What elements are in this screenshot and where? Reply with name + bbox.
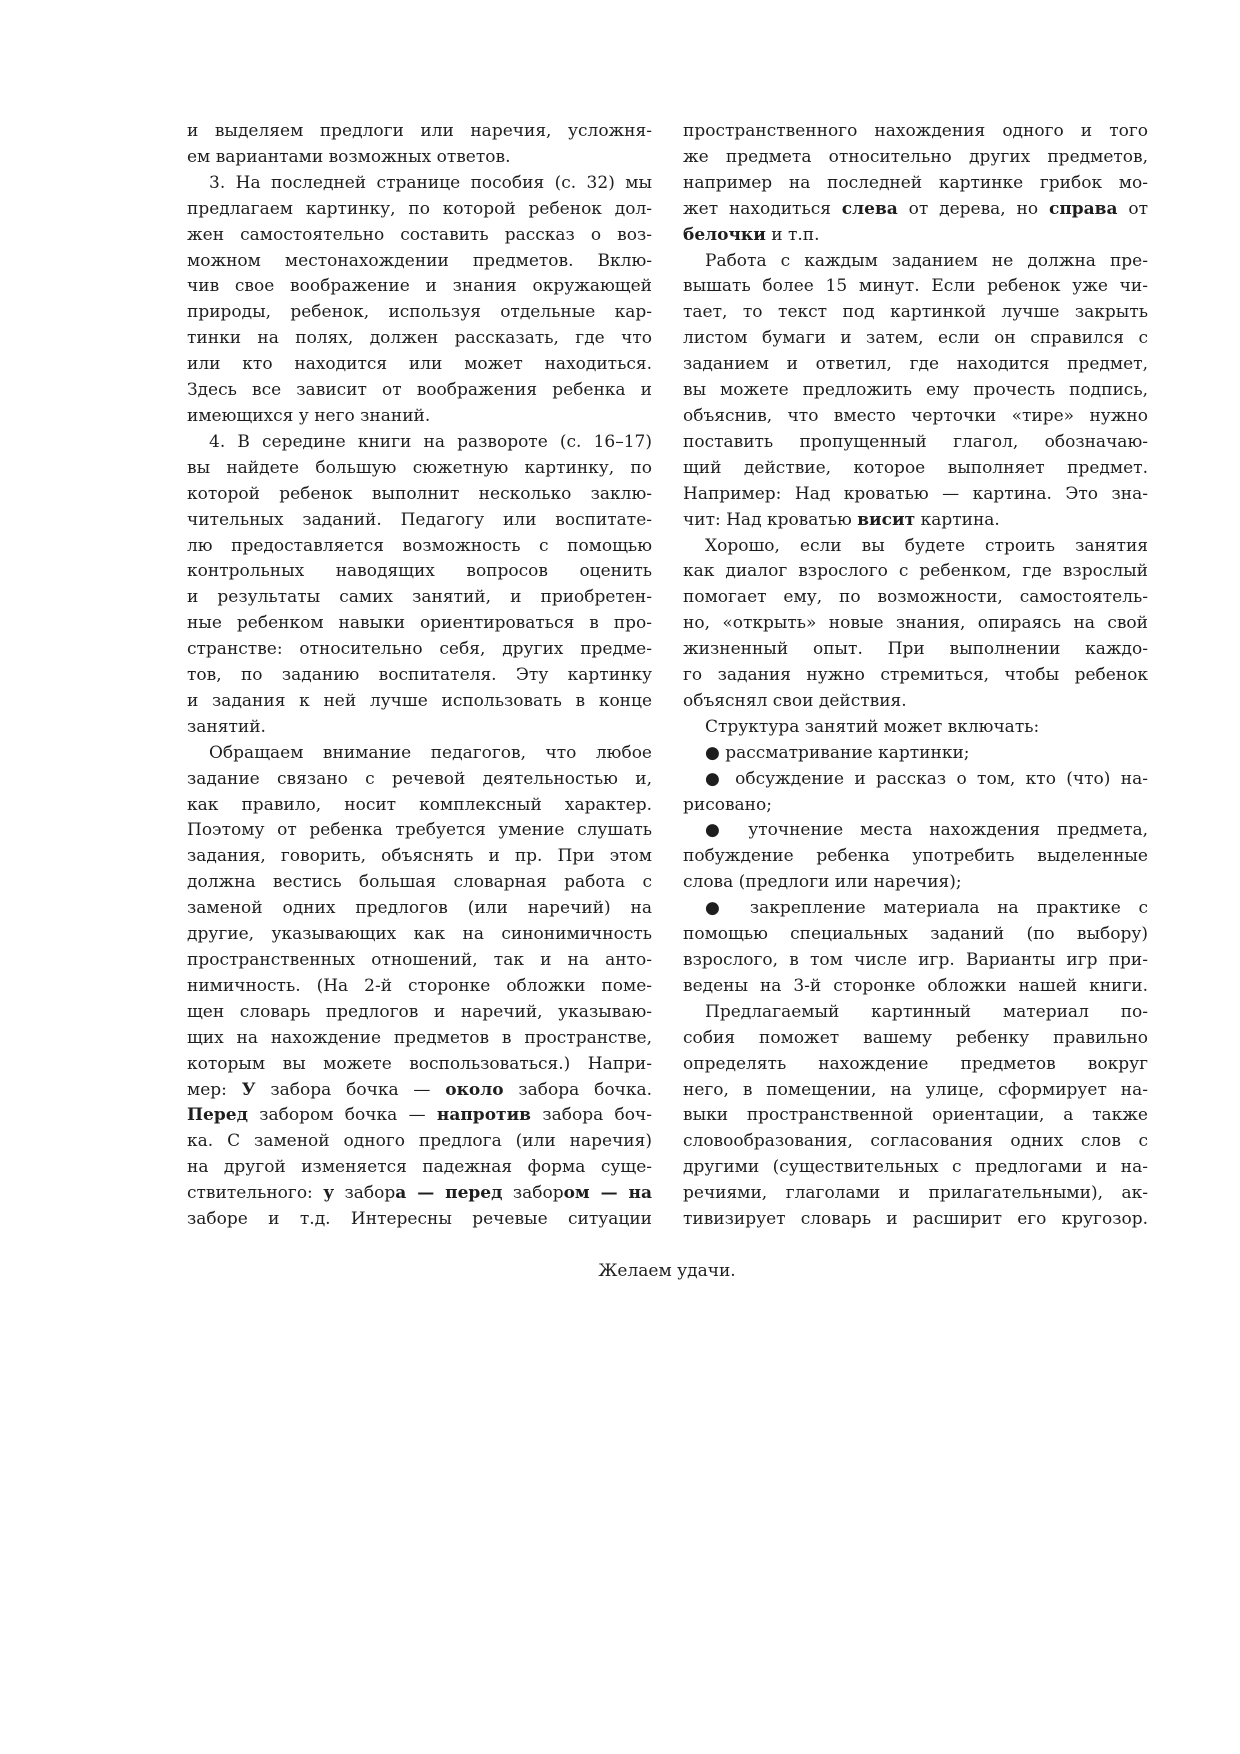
text-line: которой ребенок выполнит несколько заклю- — [187, 483, 652, 504]
text-line: листом бумаги и затем, если он справился с — [683, 328, 1148, 349]
text-line: заданием и ответил, где находится предмет, — [683, 354, 1148, 375]
paragraph — [683, 1000, 1148, 1233]
paragraph — [683, 896, 1148, 1000]
text-segment: чит: Над кроватью — [683, 509, 858, 530]
text-line: тинки на полях, должен рассказать, где что — [187, 328, 652, 349]
text-line: вы можете предложить ему прочесть подпись, — [683, 380, 1148, 401]
text-line — [187, 1181, 652, 1207]
bold-text: напротив — [436, 1105, 531, 1126]
text-line: тов, по заданию воспитателя. Эту картинку — [187, 665, 652, 686]
text-line: занятий. — [187, 716, 266, 737]
text-line — [187, 1078, 652, 1104]
text-line: странстве: относительно себя, других предме- — [187, 639, 652, 660]
text-line: Обращаем внимание педагогов, что любое — [209, 742, 652, 763]
text-line: ● рассматривание картинки; — [705, 742, 970, 763]
text-line — [683, 223, 1148, 249]
text-line: можном местонахождении предметов. Вклю- — [187, 250, 652, 271]
bold-text: У — [241, 1079, 256, 1100]
paragraph — [683, 818, 1148, 896]
bold-text: Перед — [187, 1105, 248, 1126]
bold-text: ом — на — [563, 1183, 652, 1204]
text-line: помощью специальных заданий (по выбору) — [683, 924, 1148, 945]
left-column — [187, 119, 652, 1233]
text-line: тает, то текст под картинкой лучше закрыть — [683, 302, 1148, 323]
bold-text: висит — [857, 509, 916, 530]
text-line: побуждение ребенка употребить выделенные — [683, 846, 1148, 867]
text-line: слова (предлоги или наречия); — [683, 872, 962, 893]
text-line: заборе и т.д. Интересны речевые ситуации — [187, 1209, 652, 1230]
text-line: Поэтому от ребенка требуется умение слушать — [187, 820, 652, 841]
text-line: Структура занятий может включать: — [705, 716, 1040, 737]
paragraph — [683, 534, 1148, 715]
text-line: задания, говорить, объяснять и пр. При этом — [187, 846, 652, 867]
text-line: речиями, глаголами и прилагательными), ак- — [683, 1183, 1148, 1204]
bold-text: около — [445, 1079, 504, 1100]
text-segment: забора бочка. — [503, 1079, 652, 1100]
text-line: объяснял свои действия. — [683, 690, 907, 711]
text-line: же предмета относительно других предметов, — [683, 146, 1148, 167]
text-line: 3. На последней странице пособия (с. 32) мы — [209, 172, 652, 193]
text-line: и результаты самих занятий, и приобретен- — [187, 587, 652, 608]
text-segment: мер: — [187, 1079, 242, 1100]
text-line: которым вы можете воспользоваться.) Напри- — [187, 1053, 652, 1074]
text-line: рисовано; — [683, 794, 772, 815]
bold-text: у — [323, 1183, 335, 1204]
text-segment: от дерева, но — [897, 198, 1049, 219]
text-line: го задания нужно стремиться, чтобы ребенок — [683, 665, 1148, 686]
text-line — [187, 1103, 652, 1129]
text-line: ка. С заменой одного предлога (или наречия) — [187, 1131, 652, 1152]
paragraph — [683, 119, 1148, 249]
text-line: выки пространственной ориентации, а также — [683, 1105, 1148, 1126]
text-line: помогает ему, по возможности, самостоятель- — [683, 587, 1148, 608]
text-line: объяснив, что вместо черточки «тире» нужно — [683, 405, 1148, 426]
text-line: другие, указывающих как на синонимичность — [187, 924, 652, 945]
text-line: например на последней картинке грибок мо- — [683, 172, 1148, 193]
text-line: Предлагаемый картинный материал по- — [705, 1001, 1148, 1022]
text-line: словообразования, согласования одних слов с — [683, 1131, 1148, 1152]
paragraph — [187, 430, 652, 741]
paragraph — [683, 715, 1148, 741]
text-line: ем вариантами возможных ответов. — [187, 146, 511, 167]
text-line: как правило, носит комплексный характер. — [187, 794, 652, 815]
paragraph — [683, 767, 1148, 819]
text-line — [683, 197, 1148, 223]
text-line: определять нахождение предметов вокруг — [683, 1053, 1148, 1074]
text-line: другими (существительных с предлогами и на- — [683, 1157, 1148, 1178]
text-segment: забор — [334, 1183, 396, 1204]
text-line: должна вестись большая словарная работа с — [187, 872, 652, 893]
text-line: собия поможет вашему ребенку правильно — [683, 1027, 1148, 1048]
text-line: пространственных отношений, так и на анто- — [187, 950, 652, 970]
text-line: него, в помещении, на улице, сформирует на- — [683, 1079, 1148, 1100]
text-segment: картина. — [915, 509, 1000, 530]
text-line: нимичность. (На 2-й сторонке обложки поме- — [187, 975, 652, 996]
text-line: но, «открыть» новые знания, опираясь на свой — [683, 613, 1148, 634]
text-line: щий действие, которое выполняет предмет. — [683, 457, 1148, 478]
text-line: чив свое воображение и знания окружающей — [187, 276, 652, 297]
paragraph — [683, 249, 1148, 534]
text-line: ● уточнение места нахождения предмета, — [705, 820, 1148, 841]
text-segment: ствительного: — [187, 1183, 324, 1204]
text-line: и задания к ней лучше использовать в конце — [187, 690, 652, 711]
text-line: вышать более 15 минут. Если ребенок уже чи- — [683, 276, 1148, 297]
text-line: Например: Над кроватью — картина. Это зна- — [683, 483, 1148, 504]
paragraph — [683, 741, 1148, 767]
text-line: как диалог взрослого с ребенком, где взрослый — [683, 561, 1148, 582]
bold-text: белочки — [683, 224, 766, 245]
text-line: 4. В середине книги на развороте (с. 16–17) — [209, 431, 652, 452]
text-line: лю предоставляется возможность с помощью — [187, 535, 652, 556]
right-column — [683, 119, 1148, 1233]
text-line: предлагаем картинку, по которой ребенок дол- — [187, 198, 652, 219]
text-line: жен самостоятельно составить рассказ о воз- — [187, 224, 652, 245]
text-line: ведены на 3-й сторонке обложки нашей книги. — [683, 975, 1148, 996]
text-line: Работа с каждым заданием не должна пре- — [705, 250, 1148, 271]
text-line — [683, 508, 1148, 534]
text-segment: забором бочка — — [247, 1105, 437, 1126]
text-line: ● обсуждение и рассказ о том, кто (что) на- — [705, 768, 1148, 789]
text-segment: жет находиться — [683, 198, 842, 219]
text-segment: и т.п. — [765, 224, 820, 245]
text-line: Хорошо, если вы будете строить занятия — [705, 535, 1148, 556]
text-line: пространственного нахождения одного и того — [683, 121, 1148, 141]
text-line: задание связано с речевой деятельностью и, — [187, 768, 652, 789]
text-line: природы, ребенок, используя отдельные кар- — [187, 302, 652, 323]
text-segment: забор — [502, 1183, 564, 1204]
text-line: и выделяем предлоги или наречия, усложня- — [187, 121, 652, 141]
bold-text: а — перед — [395, 1183, 503, 1204]
bold-text: справа — [1048, 198, 1118, 219]
text-line: Здесь все зависит от воображения ребенка и — [187, 380, 652, 401]
text-line: жизненный опыт. При выполнении каждо- — [683, 639, 1148, 660]
bold-text: слева — [841, 198, 898, 219]
text-segment: от — [1117, 198, 1148, 219]
paragraph — [187, 171, 652, 430]
text-line: щих на нахождение предметов в пространстве, — [187, 1027, 652, 1048]
text-line: ● закрепление материала на практике с — [705, 898, 1148, 919]
text-line: имеющихся у него знаний. — [187, 405, 431, 426]
paragraph — [187, 119, 652, 171]
closing-line: Желаем удачи. — [598, 1261, 736, 1281]
text-line: щен словарь предлогов и наречий, указываю- — [187, 1001, 652, 1022]
text-segment: забора боч- — [531, 1105, 652, 1126]
text-line: контрольных наводящих вопросов оценить — [187, 561, 652, 582]
text-line: вы найдете большую сюжетную картинку, по — [187, 457, 652, 478]
text-line: заменой одних предлогов (или наречий) на — [187, 898, 652, 919]
text-line: на другой изменяется падежная форма суще- — [187, 1157, 652, 1178]
text-segment: забора бочка — — [255, 1079, 446, 1100]
text-line: тивизирует словарь и расширит его кругозор. — [683, 1209, 1148, 1230]
text-line: чительных заданий. Педагогу или воспитате- — [187, 509, 652, 530]
paragraph — [187, 741, 652, 1233]
text-line: поставить пропущенный глагол, обозначаю- — [683, 431, 1148, 452]
text-line: или кто находится или может находиться. — [187, 354, 652, 375]
text-line: взрослого, в том числе игр. Варианты игр при- — [683, 950, 1148, 970]
text-line: ные ребенком навыки ориентироваться в про- — [187, 613, 652, 634]
